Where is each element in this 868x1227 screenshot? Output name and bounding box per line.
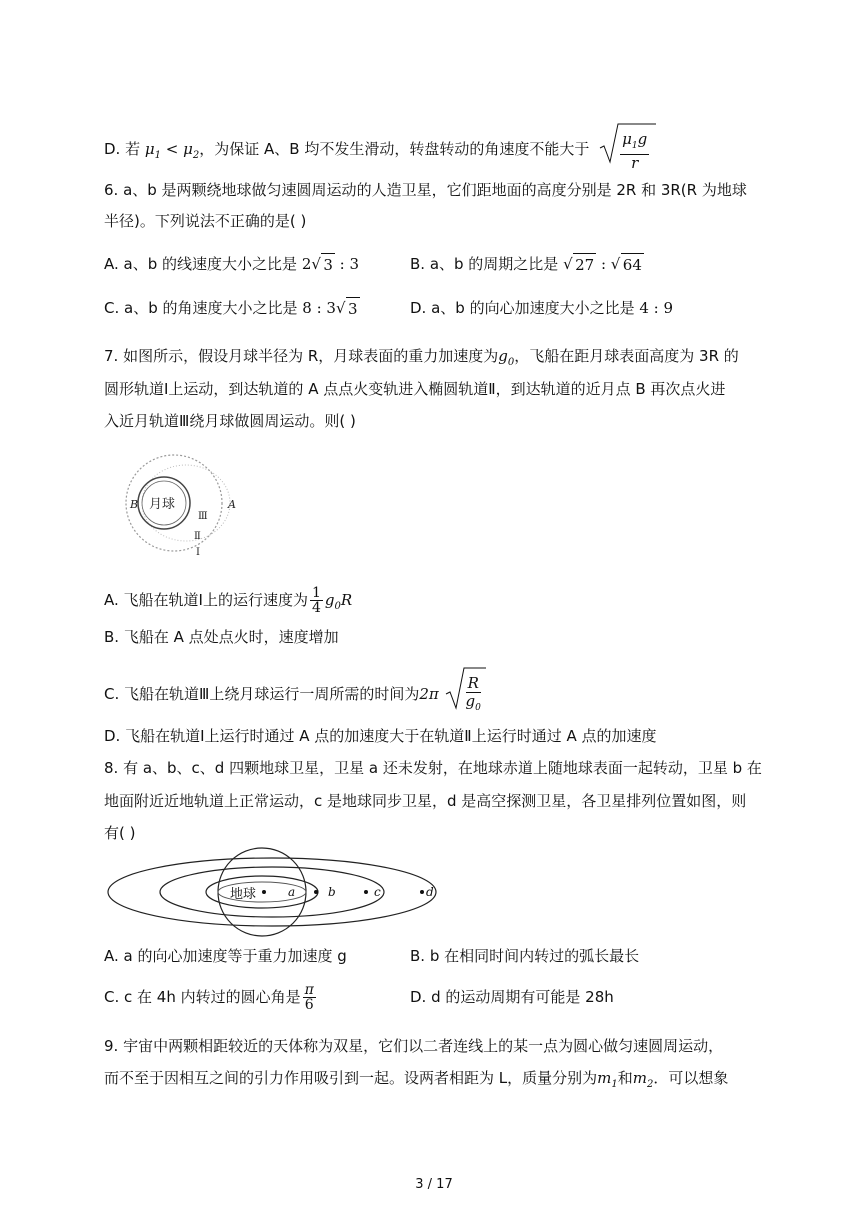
q6-option-d: D. a、b 的向心加速度大小之比是 4 : 9 <box>410 299 674 317</box>
q6-stem-line2: 半径)。下列说法不正确的是( ) <box>104 212 307 230</box>
fraction: $\frac{\pi}{6}$ <box>304 982 314 1013</box>
satellite-d-dot <box>420 890 424 894</box>
q5-d-text-a: D. 若 <box>104 140 141 158</box>
q7-option-a: A. 飞船在轨道Ⅰ上的运行速度为 $\frac{1}{4}$ $g_0R$ <box>104 585 353 616</box>
satellite-a-dot <box>262 890 266 894</box>
q8-option-a: A. a 的向心加速度等于重力加速度 g <box>104 947 347 965</box>
q8-stem-line3: 有( ) <box>104 824 136 842</box>
orbit-d <box>108 858 436 926</box>
q7-stem-line1: 7. 如图所示，假设月球半径为 R，月球表面的重力加速度为$g_0$，飞船在距月球表面高度为 3R 的 <box>104 347 739 368</box>
q5-d-mu1: $\mu_1$ <box>144 140 161 161</box>
q5-d-lt: < <box>161 140 184 158</box>
q7-option-c: C. 飞船在轨道Ⅲ上绕月球运行一周所需的时间为2π $\frac{R}{g_0}$ <box>104 672 481 717</box>
q7-stem-line2: 圆形轨道Ⅰ上运动，到达轨道的 A 点点火变轨进入椭圆轨道Ⅱ，到达轨道的近月点 B 再次点火进 <box>104 380 726 398</box>
q8-option-b: B. b 在相同时间内转过的弧长最长 <box>410 947 640 965</box>
page-number: 3 / 17 <box>415 1177 453 1192</box>
sqrt-icon: √ 64 <box>610 255 642 274</box>
orbit-ii-label: Ⅱ <box>194 531 201 542</box>
q7-stem-line3: 入近月轨道Ⅲ绕月球做圆周运动。则( ) <box>104 412 356 430</box>
q6-option-c: C. a、b 的角速度大小之比是 8 : 3 √ 3 <box>104 299 358 318</box>
q7-option-b: B. 飞船在 A 点处点火时，速度增加 <box>104 628 339 646</box>
q6-option-a: A. a、b 的线速度大小之比是 2 √ 3 : 3 <box>104 255 360 274</box>
sqrt-sign-icon <box>444 666 488 712</box>
satellite-b-label: b <box>328 885 336 899</box>
orbit-i-label: Ⅰ <box>196 547 200 558</box>
q6-option-b: B. a、b 的周期之比是 √ 27 : √ 64 <box>410 255 642 274</box>
q7-option-d: D. 飞船在轨道Ⅰ上运行时通过 A 点的加速度大于在轨道Ⅱ上运行时通过 A 点的加速度 <box>104 727 657 745</box>
q9-stem-line2: 而不至于因相互之间的引力作用吸引到一起。设两者相距为 L，质量分别为$m_1$和$m_2$．可以想象 <box>104 1069 729 1090</box>
q8-satellite-figure <box>104 846 444 938</box>
fraction: $\frac{1}{4}$ <box>311 585 321 616</box>
q7-g0: $g_0$ <box>498 347 515 368</box>
orbit-c <box>160 867 384 917</box>
orbit-iii-label: Ⅲ <box>198 511 208 522</box>
q5-d-mu2: $\mu_2$ <box>183 140 200 161</box>
earth-label: 地球 <box>230 887 257 902</box>
satellite-b-dot <box>314 890 318 894</box>
q8-stem-line2: 地面附近近地轨道上正常运动，c 是地球同步卫星，d 是高空探测卫星，各卫星排列位置如图，则 <box>104 792 747 810</box>
satellite-c-dot <box>364 890 368 894</box>
satellite-a-label: a <box>288 885 296 899</box>
q5-d-sqrt: $\frac{\mu_1g}{r}$ <box>598 128 649 171</box>
q5-d-text-b: ，为保证 A、B 均不发生滑动，转盘转动的角速度不能大于 <box>199 140 590 158</box>
q8-option-c: C. c 在 4h 内转过的圆心角是 $\frac{\pi}{6}$ <box>104 982 314 1013</box>
q8-stem-line1: 8. 有 a、b、c、d 四颗地球卫星，卫星 a 还未发射，在地球赤道上随地球表面一起转动，卫星 b 在 <box>104 759 762 777</box>
satellite-d-label: d <box>426 885 434 899</box>
q9-stem-line1: 9. 宇宙中两颗相距较近的天体称为双星，它们以二者连线上的某一点为圆心做匀速圆周运动， <box>104 1037 724 1055</box>
q6-stem-line1: 6. a、b 是两颗绕地球做匀速圆周运动的人造卫星，它们距地面的高度分别是 2R 和 3R(R 为地球 <box>104 181 747 199</box>
q7-orbit-figure <box>124 447 254 565</box>
sqrt-icon: √ 3 <box>335 299 358 318</box>
point-b-label: B <box>130 498 139 511</box>
sqrt-icon: √ 3 <box>311 255 333 274</box>
q7-c-sqrt: $\frac{R}{g_0}$ <box>444 672 481 717</box>
sqrt-sign-icon <box>598 122 658 166</box>
satellite-c-label: c <box>374 885 381 899</box>
moon-label: 月球 <box>149 497 176 512</box>
point-a-label: A <box>228 498 236 511</box>
q8-option-d: D. d 的运动周期有可能是 28h <box>410 988 614 1006</box>
q5-option-d <box>104 128 649 171</box>
sqrt-icon: √ 27 <box>563 255 595 274</box>
